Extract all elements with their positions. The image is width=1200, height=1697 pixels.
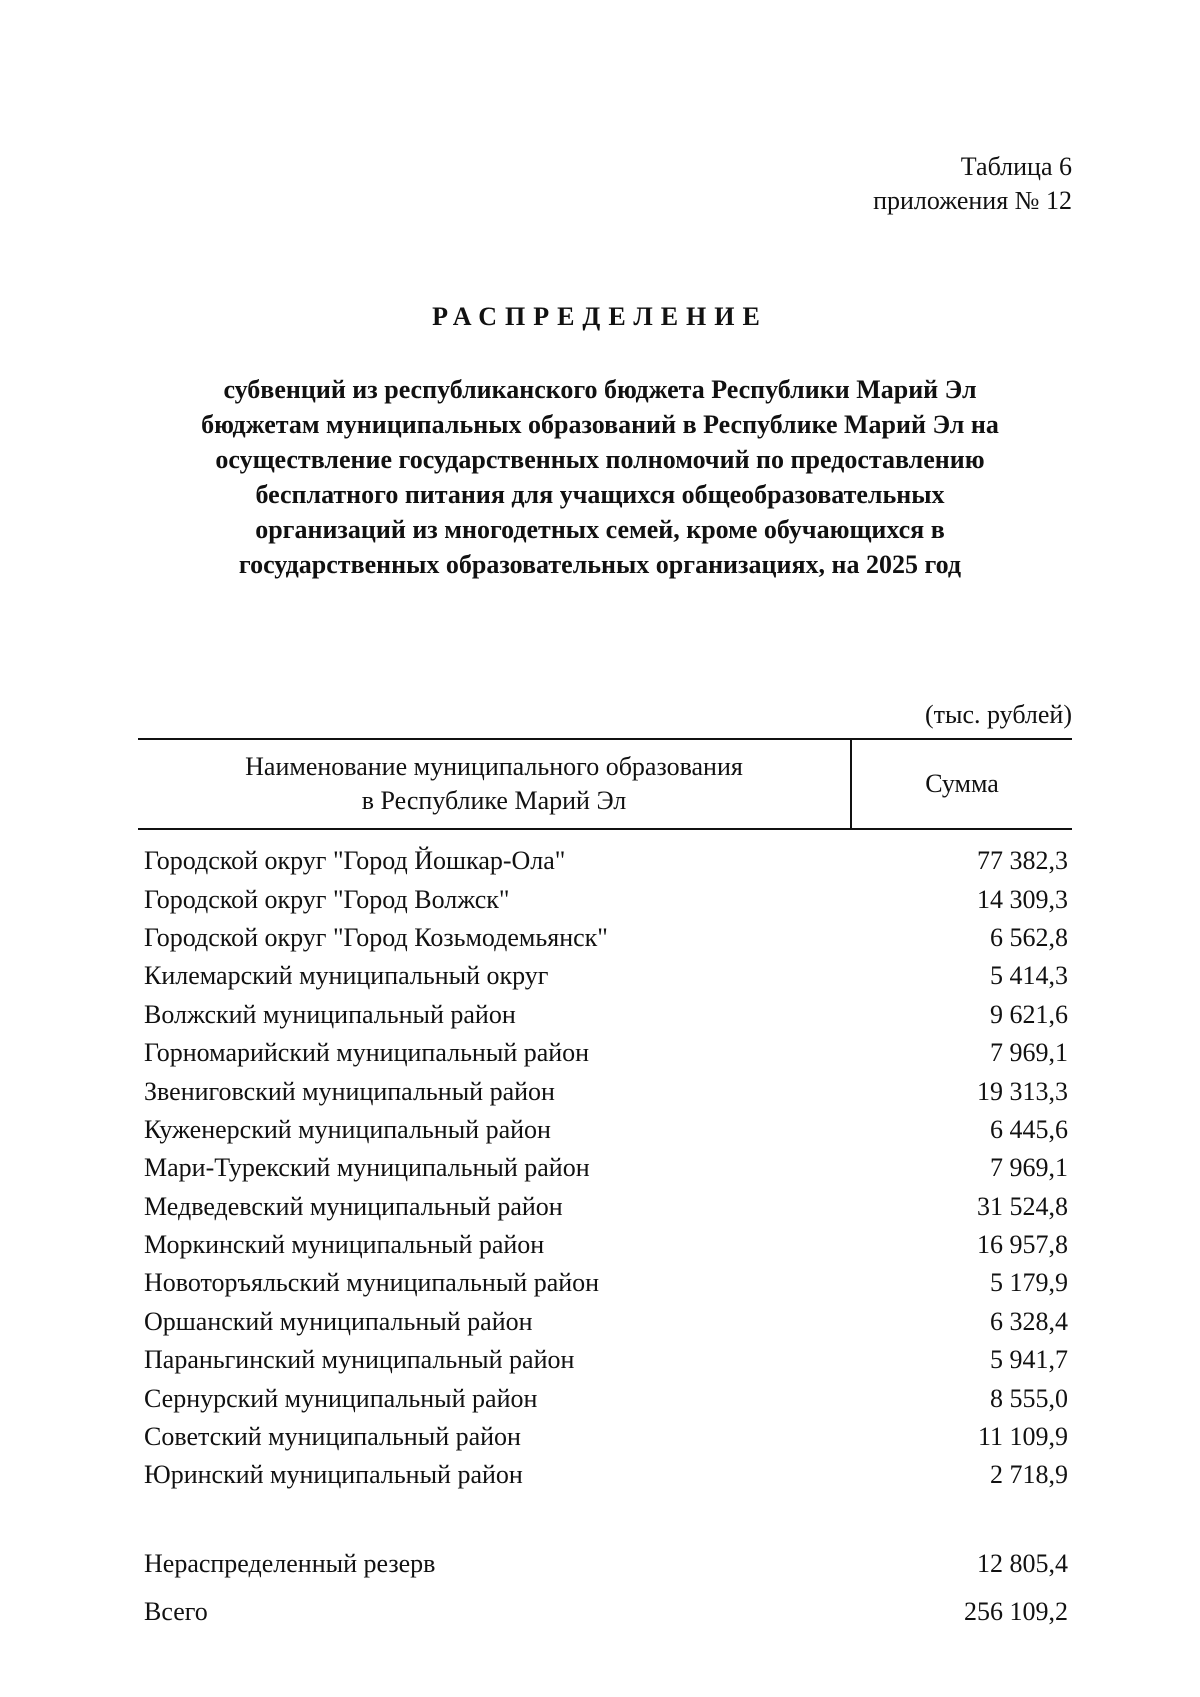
- table-row: [138, 1111, 1072, 1149]
- row-amount: 5 179,9: [990, 1268, 1068, 1298]
- table-row: [138, 1456, 1072, 1494]
- table-row: [138, 1341, 1072, 1379]
- subtitle-line: организаций из многодетных семей, кроме обучающихся в: [255, 515, 945, 544]
- total-row: [138, 1588, 1072, 1636]
- row-name: Волжский муниципальный район: [144, 999, 516, 1029]
- row-amount: 77 382,3: [977, 846, 1068, 876]
- row-amount: 19 313,3: [977, 1076, 1068, 1106]
- total-name: Всего: [144, 1597, 208, 1626]
- table-row: [138, 1149, 1072, 1187]
- column-header-name-line1: Наименование муниципального образования: [245, 752, 743, 781]
- table-row: [138, 1034, 1072, 1072]
- row-name: Юринский муниципальный район: [144, 1460, 523, 1490]
- table-header: [138, 738, 1072, 830]
- row-name: Медведевский муниципальный район: [144, 1191, 563, 1221]
- row-amount: 5 941,7: [990, 1345, 1068, 1375]
- appendix-label: приложения № 12: [873, 186, 1072, 215]
- subtitle-line: бесплатного питания для учащихся общеобразовательных: [255, 480, 945, 509]
- row-name: Килемарский муниципальный округ: [144, 961, 549, 991]
- row-amount: 7 969,1: [990, 1038, 1068, 1068]
- total-amount: 256 109,2: [964, 1597, 1068, 1626]
- reserve-name: Нераспределенный резерв: [144, 1549, 436, 1578]
- row-amount: 14 309,3: [977, 884, 1068, 914]
- table-row: [138, 1418, 1072, 1456]
- table-reference: [873, 150, 1072, 218]
- table-row: [138, 957, 1072, 995]
- column-header-name-line2: в Республике Марий Эл: [361, 786, 627, 815]
- subtitle-line: осуществление государственных полномочий по предоставлению: [215, 445, 985, 474]
- table-row: [138, 996, 1072, 1034]
- table-row: [138, 1264, 1072, 1302]
- reserve-amount: 12 805,4: [977, 1549, 1068, 1578]
- reserve-row: [138, 1540, 1072, 1588]
- row-name: Советский муниципальный район: [144, 1422, 521, 1452]
- row-name: Новоторъяльский муниципальный район: [144, 1268, 600, 1298]
- row-name: Сернурский муниципальный район: [144, 1383, 538, 1413]
- column-header-sum: Сумма: [925, 769, 999, 798]
- document-subtitle: [140, 372, 1060, 582]
- column-header-name: [138, 740, 852, 828]
- row-amount: 6 445,6: [990, 1114, 1068, 1144]
- table-summary: [138, 1540, 1072, 1636]
- subtitle-line: субвенций из республиканского бюджета Республики Марий Эл: [223, 375, 977, 404]
- row-name: Оршанский муниципальный район: [144, 1306, 533, 1336]
- row-amount: 6 328,4: [990, 1306, 1068, 1336]
- row-amount: 5 414,3: [990, 961, 1068, 991]
- table-row: [138, 1379, 1072, 1417]
- table-row: [138, 919, 1072, 957]
- subtitle-line: бюджетам муниципальных образований в Республике Марий Эл на: [201, 410, 999, 439]
- table-row: [138, 842, 1072, 880]
- row-amount: 9 621,6: [990, 999, 1068, 1029]
- subtitle-line: государственных образовательных организациях, на 2025 год: [238, 550, 962, 579]
- units-note: (тыс. рублей): [924, 700, 1072, 729]
- row-name: Мари-Турекский муниципальный район: [144, 1153, 590, 1183]
- row-amount: 31 524,8: [977, 1191, 1068, 1221]
- document-title: РАСПРЕДЕЛЕНИЕ: [432, 302, 768, 331]
- table-row: [138, 1303, 1072, 1341]
- row-amount: 2 718,9: [990, 1460, 1068, 1490]
- row-name: Куженерский муниципальный район: [144, 1114, 551, 1144]
- row-name: Городской округ "Город Йошкар-Ола": [144, 846, 566, 876]
- row-amount: 11 109,9: [977, 1422, 1068, 1452]
- table-label: Таблица 6: [960, 152, 1072, 181]
- row-amount: 6 562,8: [990, 922, 1068, 952]
- row-name: Звениговский муниципальный район: [144, 1076, 555, 1106]
- row-name: Параньгинский муниципальный район: [144, 1345, 575, 1375]
- row-amount: 8 555,0: [990, 1383, 1068, 1413]
- table-row: [138, 1226, 1072, 1264]
- row-name: Городской округ "Город Козьмодемьянск": [144, 922, 608, 952]
- row-name: Моркинский муниципальный район: [144, 1230, 545, 1260]
- row-name: Городской округ "Город Волжск": [144, 884, 510, 914]
- table-body: [138, 842, 1072, 1495]
- table-row: [138, 880, 1072, 918]
- row-name: Горномарийский муниципальный район: [144, 1038, 590, 1068]
- table-row: [138, 1072, 1072, 1110]
- row-amount: 7 969,1: [990, 1153, 1068, 1183]
- table-row: [138, 1188, 1072, 1226]
- row-amount: 16 957,8: [977, 1230, 1068, 1260]
